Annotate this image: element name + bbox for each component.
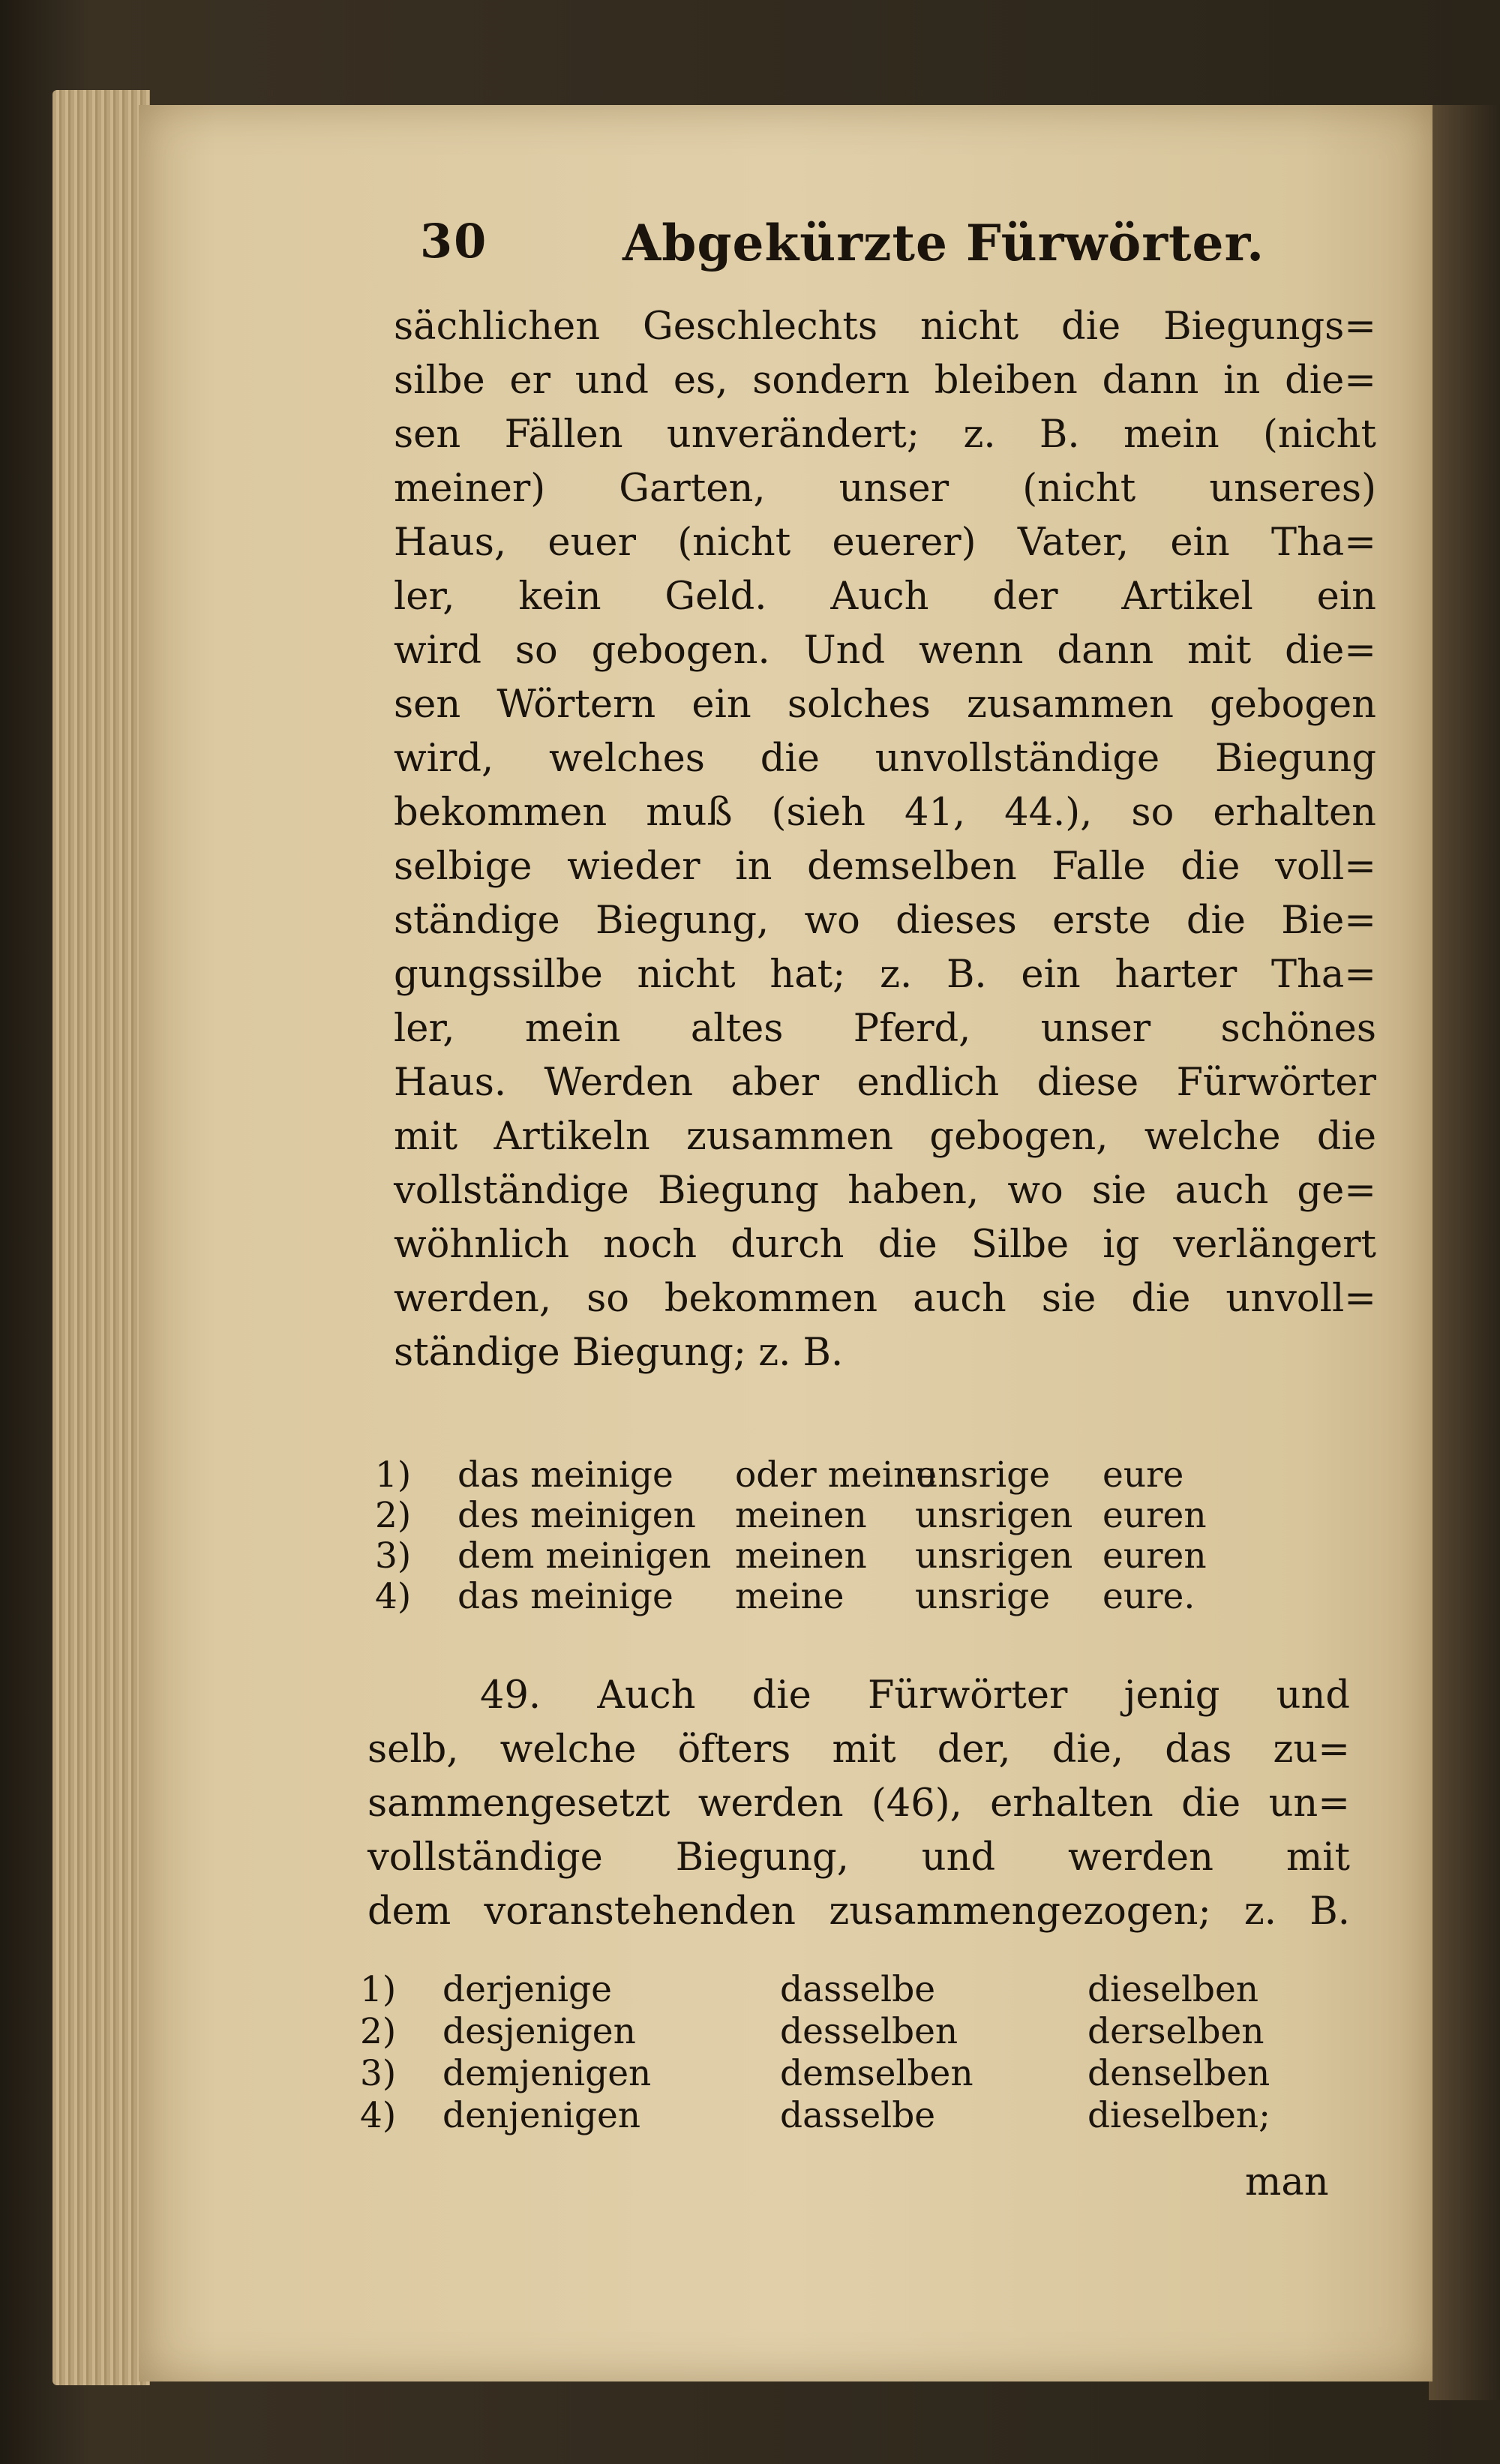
row-number: 3) [360,2053,397,2094]
text-line: wöhnlich noch durch die Silbe ig verlängert [394,1223,1376,1267]
declension-table-2 [360,1969,1312,2137]
table-cell: eure [1102,1454,1184,1496]
table-row [375,1577,1252,1617]
table-cell: meinen [735,1495,867,1536]
page-right-shadow [1429,105,1500,2400]
page-header [420,214,1395,281]
table-cell: dem meinigen [458,1535,712,1577]
table-cell: unsrigen [915,1495,1073,1536]
table-cell: meine [735,1576,844,1617]
row-number: 4) [360,2095,397,2136]
text-line: ständige Biegung, wo dieses erste die Bie= [394,899,1376,943]
table-cell: dieselben [1088,1969,1259,2010]
table-cell: euren [1102,1535,1207,1577]
text-line: meiner) Garten, unser (nicht unseres) [394,467,1376,511]
table-cell: denjenigen [442,2095,641,2136]
table-row [375,1455,1252,1496]
text-line: vollständige Biegung haben, wo sie auch ge= [394,1169,1376,1213]
paragraph-1 [394,300,1376,1380]
table-row [375,1536,1252,1577]
table-cell: das meinige [458,1454,674,1496]
text-line: sächlichen Geschlechts nicht die Biegungs= [394,305,1376,349]
table-cell: dasselbe [780,2095,936,2136]
table-cell: unsrigen [915,1535,1073,1577]
book-page-edges [52,90,150,2385]
text-line: sen Wörtern ein solches zusammen gebogen [394,683,1376,727]
paragraph-49 [368,1669,1350,1939]
text-line: wird, welches die unvollständige Biegung [394,737,1376,781]
table-cell: derselben [1088,2011,1264,2052]
table-row [360,2011,1312,2053]
table-cell: desselben [780,2011,958,2052]
table-cell: unsrige [915,1454,1051,1496]
row-number: 1) [360,1969,397,2010]
table-cell: desjenigen [442,2011,636,2052]
table-cell: das meinige [458,1576,674,1617]
text-line: bekommen muß (sieh 41, 44.), so erhalten [394,791,1376,835]
text-line: wird so gebogen. Und wenn dann mit die= [394,629,1376,673]
text-line: dem voranstehenden zusammengezogen; z. B. [368,1889,1350,1934]
table-cell: oder meine [735,1454,938,1496]
text-line: ständige Biegung; z. B. [394,1331,844,1375]
table-cell: eure. [1102,1576,1196,1617]
table-cell: dieselben; [1088,2095,1270,2136]
table-cell: demselben [780,2053,974,2094]
table-cell: derjenige [442,1969,612,2010]
page-number: 30 [420,214,488,269]
text-line: selb, welche öfters mit der, die, das zu= [368,1727,1350,1772]
row-number: 1) [375,1454,412,1496]
text-line: 49. Auch die Fürwörter jenig und [480,1673,1350,1718]
row-number: 4) [375,1576,412,1617]
text-line: ler, mein altes Pferd, unser schönes [394,1007,1376,1051]
text-line: mit Artikeln zusammen gebogen, welche die [394,1115,1376,1159]
row-number: 3) [375,1535,412,1577]
table-cell: demjenigen [442,2053,652,2094]
table-cell: des meinigen [458,1495,696,1536]
text-line: vollständige Biegung, und werden mit [368,1835,1350,1880]
row-number: 2) [375,1495,412,1536]
table-row [360,1969,1312,2011]
table-row [360,2095,1312,2137]
table-cell: dasselbe [780,1969,936,2010]
table-row [360,2053,1312,2095]
text-line: werden, so bekommen auch sie die unvoll= [394,1277,1376,1321]
table-cell: euren [1102,1495,1207,1536]
text-line: sammengesetzt werden (46), erhalten die un= [368,1781,1350,1826]
table-cell: unsrige [915,1576,1051,1617]
text-line: Haus, euer (nicht euerer) Vater, ein Tha= [394,521,1376,565]
running-title: Abgekürzte Fürwörter. [622,214,1265,272]
text-line: sen Fällen unverändert; z. B. mein (nicht [394,413,1376,457]
text-line: silbe er und es, sondern bleiben dann in die= [394,359,1376,403]
text-line: Haus. Werden aber endlich diese Fürwörter [394,1061,1376,1105]
table-row [375,1496,1252,1536]
declension-table-1 [375,1455,1252,1617]
text-line: ler, kein Geld. Auch der Artikel ein [394,575,1376,619]
table-cell: denselben [1088,2053,1270,2094]
catchword: man [1245,2160,1329,2204]
table-cell: meinen [735,1535,867,1577]
text-line: selbige wieder in demselben Falle die voll= [394,845,1376,889]
row-number: 2) [360,2011,397,2052]
text-line: gungssilbe nicht hat; z. B. ein harter Tha= [394,953,1376,997]
